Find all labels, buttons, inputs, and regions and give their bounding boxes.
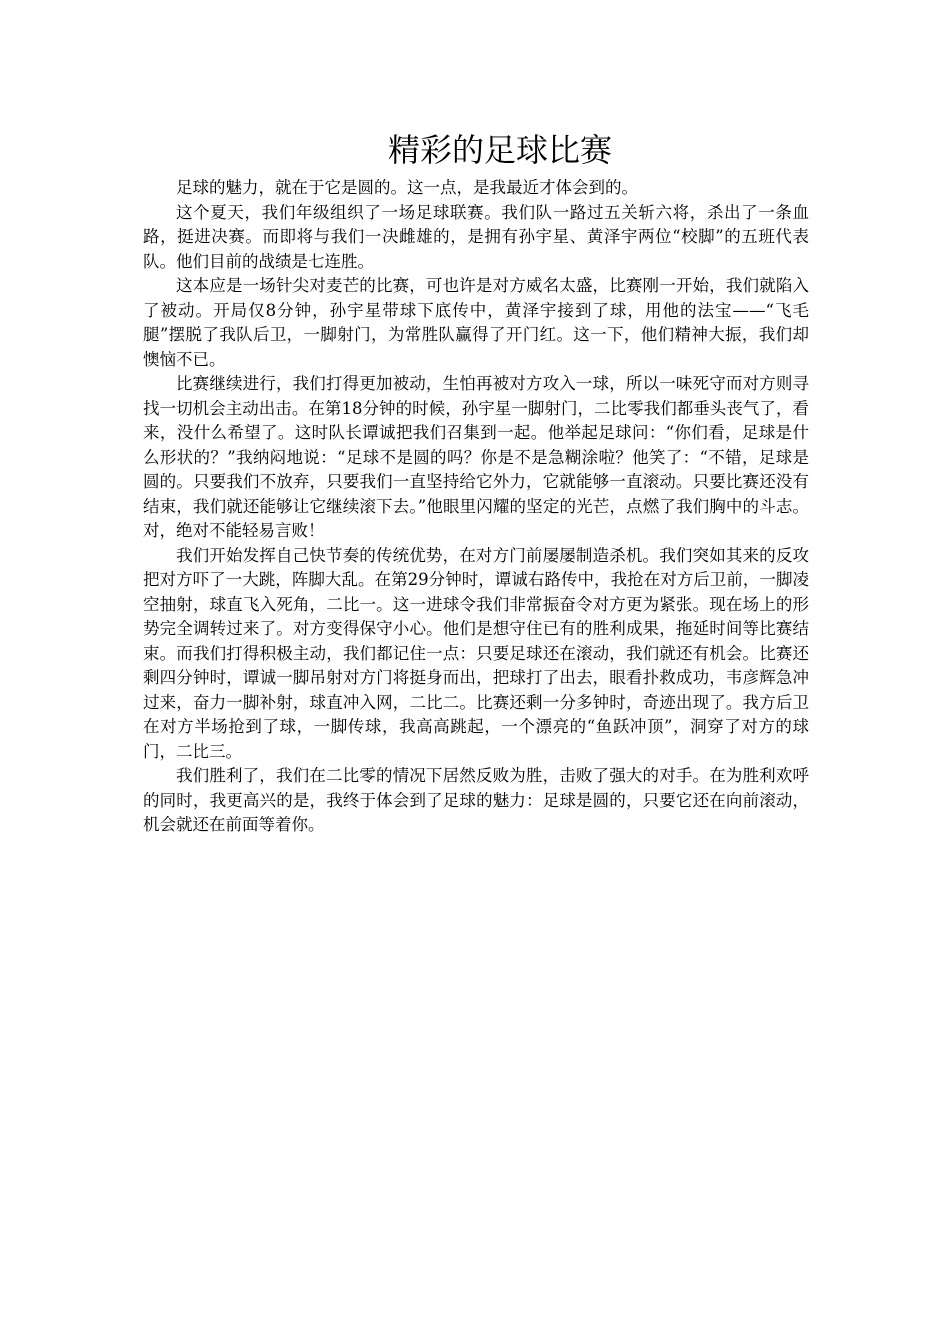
paragraph-2: 这个夏天，我们年级组织了一场足球联赛。我们队一路过五关斩六将，杀出了一条血路，挺进决赛。而即将与我们一决雌雄的，是拥有孙宇星、黄泽宇两位“校脚”的五班代表队。他们目前的战绩是七连胜。	[143, 202, 809, 271]
paragraph-6: 我们胜利了，我们在二比零的情况下居然反败为胜，击败了强大的对手。在为胜利欢呼的同时，我更高兴的是，我终于体会到了足球的魅力：足球是圆的，只要它还在向前滚动，机会就还在前面等着你。	[143, 766, 809, 834]
paragraph-5: 我们开始发挥自己快节奏的传统优势，在对方门前屡屡制造杀机。我们突如其来的反攻把对方吓了一大跳，阵脚大乱。在第29分钟时，谭诚右路传中，我抢在对方后卫前，一脚凌空抽射，球直飞入死角，二比一。这一进球令我们非常振奋令对方更为紧张。现在场上的形势完全调转过来了。对方变得保守小心。他们是想守住已有的胜利成果，拖延时间等比赛结束。而我们打得积极主动，我们都记住一点：只要足球还在滚动，我们就还有机会。比赛还剩四分钟时，谭诚一脚吊射对方门将挺身而出，把球打了出去，眼看扑救成功，韦彦辉急冲过来，奋力一脚补射，球直冲入网，二比二。比赛还剩一分多钟时，奇迹出现了。我方后卫在对方半场抢到了球，一脚传球，我高高跳起，一个漂亮的“鱼跃冲顶”，洞穿了对方的球门，二比三。	[143, 545, 809, 761]
document-title: 精彩的足球比赛	[388, 131, 613, 169]
paragraph-3: 这本应是一场针尖对麦芒的比赛，可也许是对方威名太盛，比赛刚一开始，我们就陷入了被动。开局仅8分钟，孙宇星带球下底传中，黄泽宇接到了球，用他的法宝——“飞毛腿”摆脱了我队后卫，一脚射门，为常胜队赢得了开门红。这一下，他们精神大振，我们却懊恼不已。	[143, 276, 809, 369]
paragraph-4: 比赛继续进行，我们打得更加被动，生怕再被对方攻入一球，所以一味死守而对方则寻找一切机会主动出击。在第18分钟的时候，孙宇星一脚射门，二比零我们都垂头丧气了，看来，没什么希望了。这时队长谭诚把我们召集到一起。他举起足球问：“你们看，足球是什么形状的？”我纳闷地说：“足球不是圆的吗？你是不是急糊涂啦？他笑了：“不错，足球是圆的。只要我们不放弃，只要我们一直坚持给它外力，它就能够一直滚动。只要比赛还没有结束，我们就还能够让它继续滚下去。”他眼里闪耀的坚定的光芒，点燃了我们胸中的斗志。对，绝对不能轻易言败！	[143, 374, 809, 540]
paragraph-1: 足球的魅力，就在于它是圆的。这一点，是我最近才体会到的。	[176, 178, 638, 197]
document-body	[143, 128, 809, 838]
